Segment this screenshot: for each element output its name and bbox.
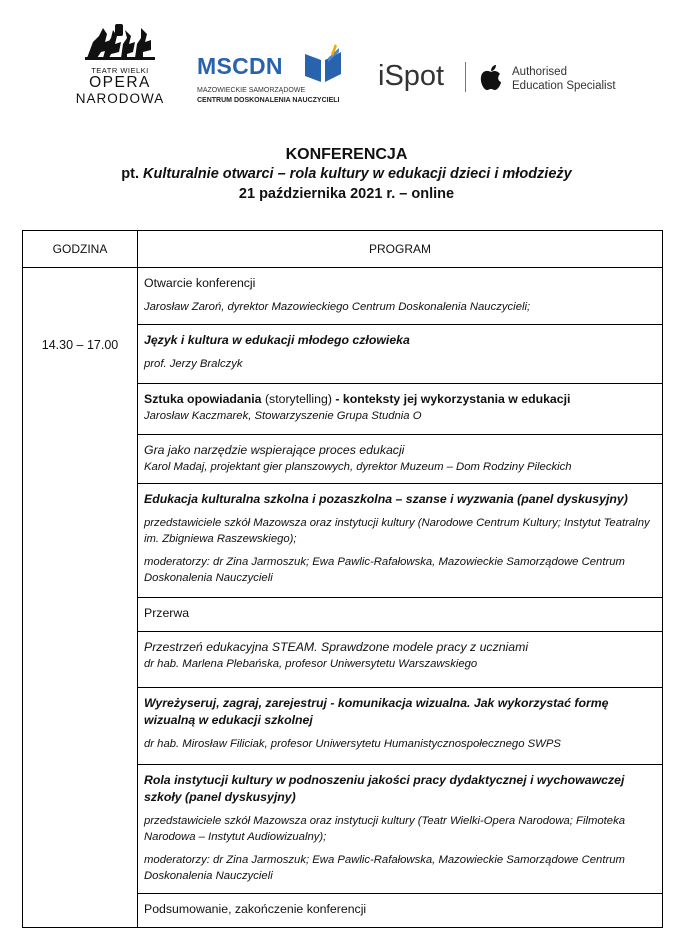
opera-line2: OPERA: [89, 74, 151, 91]
mscdn-sub1: MAZOWIECKIE SAMORZĄDOWE: [197, 87, 306, 94]
open-book-icon: [301, 44, 345, 84]
table-row: [23, 268, 663, 325]
logo-bar: [0, 22, 693, 122]
program-item-panel-2: [138, 765, 663, 894]
ispot-name: iSpot: [378, 60, 445, 92]
program-item-visual: [138, 688, 663, 765]
item-detail: dr hab. Mirosław Filiciak, profesor Uniwersytetu Humanistycznospołecznego SWPS: [144, 738, 561, 750]
item-title: Wyreżyseruj, zagraj, zarejestruj - komunikacja wizualna. Jak wykorzystać formę wizualną w edukacji szkolnej: [144, 696, 609, 727]
quadriga-icon: [81, 22, 159, 62]
auth-line1: Authorised: [512, 66, 567, 78]
item-detail: przedstawiciele szkół Mazowsza oraz instytucji kultury (Narodowe Centrum Kultury; Instytut Teatralny im. Zbigniewa Raszewskiego);: [144, 517, 650, 545]
program-item-panel-1: [138, 484, 663, 598]
conference-heading: [0, 145, 693, 204]
item-title: Gra jako narzędzie wspierające proces edukacji: [144, 443, 405, 457]
program-item-storytelling: [138, 384, 663, 435]
time-cell: 14.30 – 17.00: [23, 268, 138, 928]
auth-line2: Education Specialist: [512, 80, 616, 92]
mscdn-name: MSCDN: [197, 53, 283, 79]
program-item-break: [138, 598, 663, 632]
item-title: Rola instytucji kultury w podnoszeniu jakości pracy dydaktycznej i wychowawczej szkoły (panel dyskusyjny): [144, 773, 625, 804]
header-program: PROGRAM: [138, 231, 663, 268]
conference-title: KONFERENCJA: [285, 146, 408, 163]
ispot-divider: [465, 62, 466, 92]
header-time: GODZINA: [23, 231, 138, 268]
item-detail: Jarosław Kaczmarek, Stowarzyszenie Grupa Studnia O: [144, 410, 422, 422]
subtitle-theme: Kulturalnie otwarci – rola kultury w edukacji dzieci i młodzieży: [143, 166, 572, 182]
item-title: Podsumowanie, zakończenie konferencji: [144, 902, 367, 916]
title-bold: Sztuka opowiadania: [144, 392, 262, 406]
conference-subtitle: [0, 164, 693, 184]
ispot-logo: [378, 60, 628, 100]
program-item-game: [138, 435, 663, 484]
item-detail: moderatorzy: dr Zina Jarmoszuk; Ewa Pawlic-Rafałowska, Mazowieckie Samorządowe Centrum Doskonalenia Nauczycieli: [144, 556, 625, 584]
program-item-opening: [138, 268, 663, 325]
authorised-text: [512, 65, 616, 93]
item-detail: prof. Jerzy Bralczyk: [144, 358, 243, 370]
program-item-summary: [138, 894, 663, 928]
item-title: Przestrzeń edukacyjna STEAM. Sprawdzone modele pracy z uczniami: [144, 640, 529, 654]
item-title: Przerwa: [144, 606, 190, 620]
item-title: Język i kultura w edukacji młodego człowieka: [144, 333, 410, 347]
item-detail: moderatorzy: dr Zina Jarmoszuk; Ewa Pawlic-Rafałowska, Mazowieckie Samorządowe Centrum Doskonalenia Nauczycieli: [144, 854, 625, 882]
conference-date: 21 października 2021 r. – online: [238, 186, 455, 202]
mscdn-logo: [197, 42, 357, 112]
item-detail: dr hab. Marlena Plebańska, profesor Uniwersytetu Warszawskiego: [144, 658, 478, 670]
item-detail: Jarosław Zaroń, dyrektor Mazowieckiego Centrum Doskonalenia Nauczycieli;: [144, 301, 531, 313]
apple-icon: [479, 64, 503, 92]
item-title: Edukacja kulturalna szkolna i pozaszkolna – szanse i wyzwania (panel dyskusyjny): [144, 492, 628, 506]
program-item-language: [138, 325, 663, 384]
title-normal: (storytelling): [261, 392, 336, 406]
item-title: Otwarcie konferencji: [144, 276, 256, 290]
opera-line3: NARODOWA: [75, 91, 165, 106]
title-bold2: - konteksty jej wykorzystania w edukacji: [335, 392, 571, 406]
table-header-row: [23, 231, 663, 268]
item-title: [144, 391, 656, 408]
item-detail: Karol Madaj, projektant gier planszowych, dyrektor Muzeum – Dom Rodziny Pileckich: [144, 461, 572, 473]
opera-logo: [70, 22, 170, 112]
item-detail: przedstawiciele szkół Mazowsza oraz instytucji kultury (Teatr Wielki-Opera Narodowa; Filmoteka Narodowa – Instytut Audiowizualny);: [144, 815, 626, 843]
opera-line1: TEATR WIELKI: [91, 66, 149, 75]
subtitle-prefix: pt.: [121, 166, 144, 182]
mscdn-sub2: CENTRUM DOSKONALENIA NAUCZYCIELI: [197, 97, 340, 104]
program-item-steam: [138, 632, 663, 688]
program-table: [22, 230, 663, 928]
